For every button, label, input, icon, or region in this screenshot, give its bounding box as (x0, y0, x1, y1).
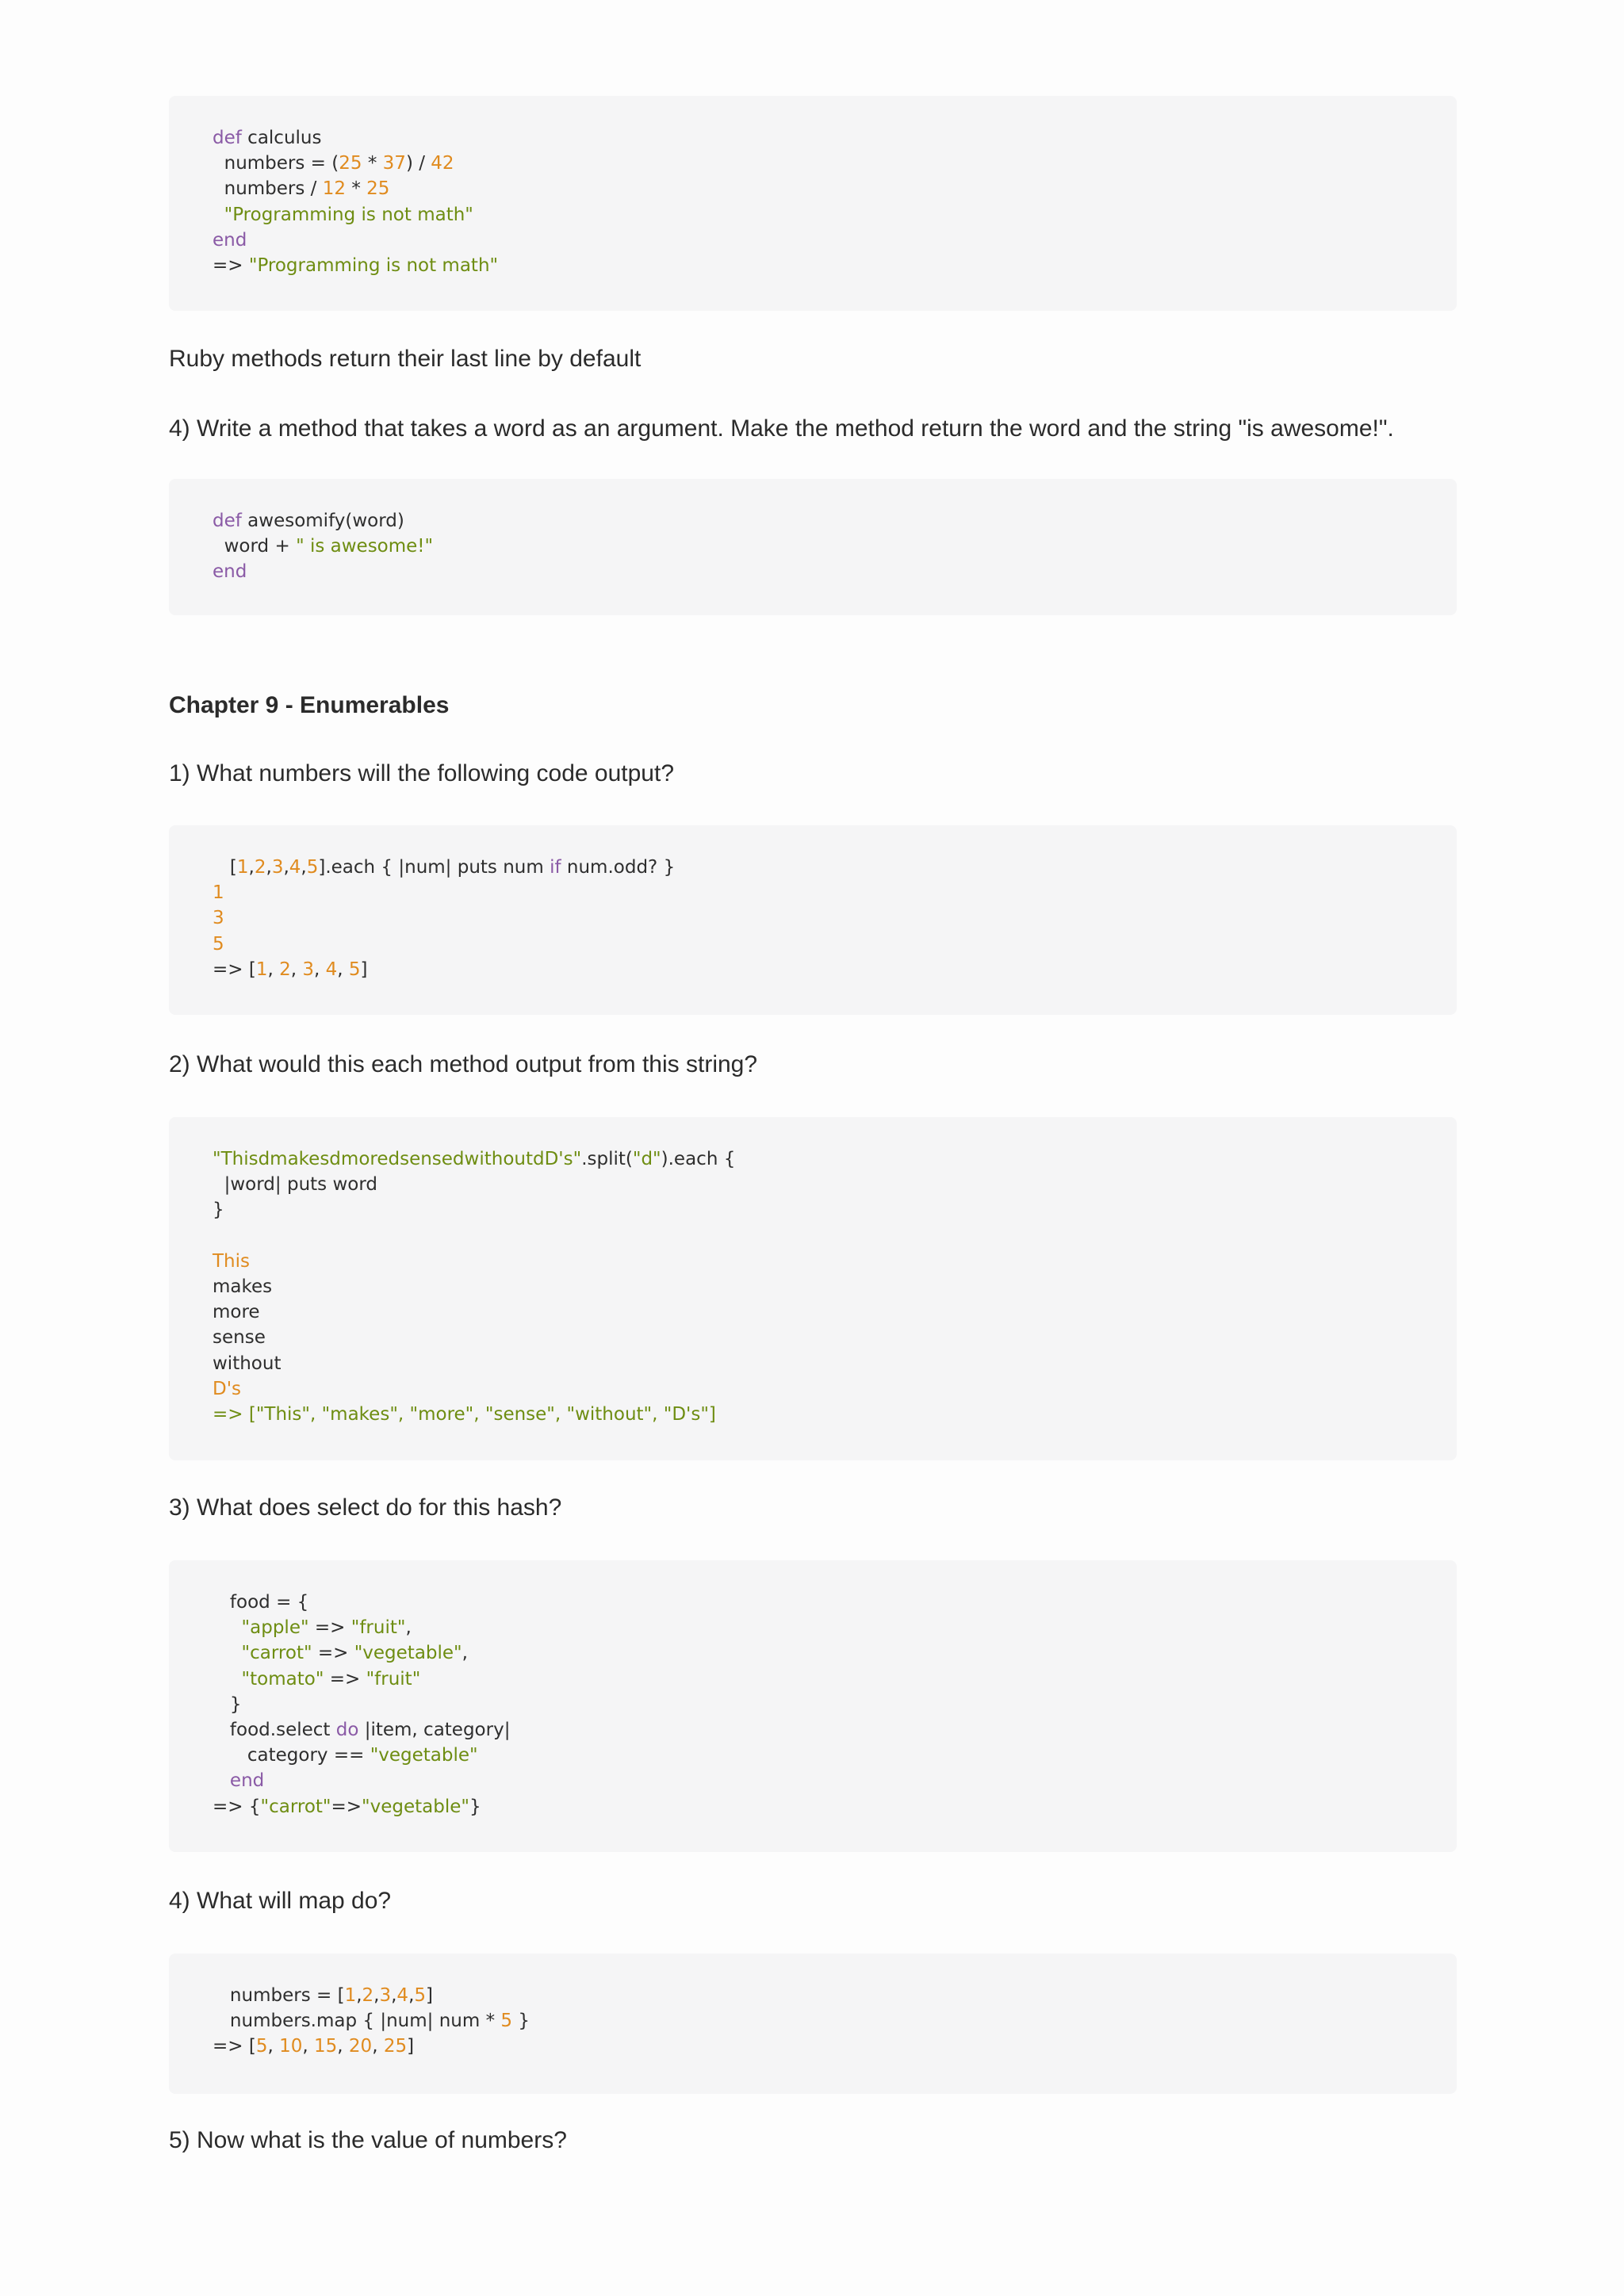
code-text: => { (213, 1796, 261, 1817)
code-string: "Programming is not math" (213, 204, 473, 225)
code-string: "d" (632, 1149, 661, 1169)
code-number: 1 (236, 857, 249, 878)
code-text: => (331, 1796, 362, 1817)
code-text: , (337, 959, 349, 980)
code-text: , (266, 857, 272, 878)
code-string: "tomato" (213, 1668, 324, 1689)
code-string: "carrot" (213, 1643, 312, 1664)
code-number: 4 (289, 857, 301, 878)
code-string: "apple" (213, 1617, 309, 1639)
code-line (213, 1146, 1457, 1172)
code-text: food.select (213, 1719, 336, 1740)
code-line (213, 202, 1457, 228)
code-number: 5 (306, 857, 319, 878)
question-2: 2) What would this each method output from this string? (169, 1051, 758, 1077)
code-number: 5 (414, 1985, 427, 2006)
code-line (213, 1197, 1457, 1223)
code-line (213, 1172, 1457, 1197)
code-text: , (302, 2036, 314, 2057)
code-text: => [ (213, 959, 256, 980)
code-text: , (267, 959, 280, 980)
code-number: 10 (279, 2036, 303, 2057)
code-text: , (301, 857, 307, 878)
code-line (213, 1692, 1457, 1717)
code-line (213, 1325, 1457, 1350)
code-text: } (213, 1693, 242, 1715)
code-text: ) / (405, 153, 431, 174)
code-string: "ThisdmakesdmoredsensedwithoutdD's" (213, 1149, 582, 1169)
code-text: , (248, 857, 255, 878)
code-output-word: sense (213, 1327, 266, 1349)
code-line (213, 1299, 1457, 1325)
code-line (213, 1351, 1457, 1376)
code-text: .split( (581, 1149, 633, 1169)
code-text: => [ (213, 2036, 256, 2057)
code-text: , (373, 1985, 380, 2006)
code-keyword: do (335, 1719, 359, 1740)
code-line (213, 1376, 1457, 1402)
code-line (213, 1768, 1457, 1793)
code-block-awesomify (169, 479, 1457, 615)
code-text: |item, category| (358, 1719, 511, 1740)
code-number: 15 (314, 2036, 338, 2057)
code-string: "vegetable" (362, 1796, 469, 1817)
chapter-heading: Chapter 9 - Enumerables (169, 692, 450, 718)
code-number: 12 (322, 178, 347, 200)
code-output-word: This (213, 1250, 250, 1272)
question-3: 3) What does select do for this hash? (169, 1494, 562, 1521)
code-number: 5 (213, 933, 224, 955)
code-number: 4 (325, 959, 338, 980)
code-line (213, 1983, 1457, 2008)
code-text: , (337, 2036, 349, 2057)
code-line (213, 1667, 1457, 1692)
code-line (213, 1794, 1457, 1820)
code-text: calculus (241, 128, 322, 148)
code-text: } (512, 2011, 530, 2032)
code-line (213, 534, 1457, 559)
code-text: word + (213, 536, 297, 557)
code-number: 1 (213, 882, 224, 904)
code-line (213, 1402, 1457, 1427)
code-text: numbers = [ (213, 1985, 345, 2006)
code-text: , (391, 1985, 397, 2006)
code-number: 20 (348, 2036, 373, 2057)
code-line (213, 905, 1457, 931)
code-string: " is awesome!" (296, 536, 434, 557)
code-text: , (356, 1985, 362, 2006)
code-line-blank (213, 1223, 1457, 1249)
code-text: , (408, 1985, 415, 2006)
code-text: ] (360, 959, 368, 980)
code-text: , (405, 1617, 412, 1639)
code-number: 1 (344, 1985, 357, 2006)
code-keyword: end (213, 229, 247, 251)
code-text: ] (426, 1985, 433, 2006)
code-line (213, 1590, 1457, 1615)
code-string: => ["This", "makes", "more", "sense", "without", "D's"] (213, 1403, 716, 1425)
code-text: category == (213, 1745, 370, 1766)
code-number: 25 (339, 153, 362, 174)
code-text: => (324, 1668, 366, 1689)
code-line (213, 125, 1457, 151)
code-text: num.odd? } (561, 857, 676, 878)
code-line (213, 559, 1457, 584)
code-text: awesomify(word) (241, 511, 404, 531)
code-keyword: if (550, 857, 561, 878)
code-line (213, 1615, 1457, 1640)
code-number: 2 (279, 959, 291, 980)
code-number: 3 (302, 959, 314, 980)
code-line (213, 1743, 1457, 1768)
code-text: ].each { |num| puts num (318, 857, 550, 878)
code-line (213, 151, 1457, 176)
code-string: "carrot" (260, 1796, 331, 1817)
code-text: , (290, 959, 303, 980)
code-text: numbers = ( (213, 153, 339, 174)
code-number: 3 (213, 908, 224, 929)
code-text: , (462, 1643, 468, 1664)
code-keyword: def (213, 128, 242, 148)
code-number: 37 (382, 153, 406, 174)
code-line (213, 508, 1457, 534)
question-4-method: 4) Write a method that takes a word as an argument. Make the method return the word and the string "is awesome!". (169, 415, 1394, 442)
code-text: ] (407, 2036, 415, 2057)
code-line (213, 880, 1457, 905)
code-text: , (372, 2036, 384, 2057)
code-text: => (213, 254, 249, 276)
code-line (213, 1249, 1457, 1274)
code-keyword: def (213, 511, 242, 531)
question-4: 4) What will map do? (169, 1888, 392, 1914)
code-line (213, 2008, 1457, 2034)
code-number: 2 (254, 857, 266, 878)
code-number: 5 (500, 2011, 513, 2032)
code-line (213, 1274, 1457, 1299)
code-line (213, 1717, 1457, 1743)
code-number: 2 (362, 1985, 374, 2006)
code-text: , (267, 2036, 280, 2057)
code-keyword: end (213, 1770, 265, 1792)
code-output-word: makes (213, 1276, 273, 1297)
code-number: 5 (255, 2036, 268, 2057)
code-text: , (283, 857, 289, 878)
code-text: food = { (213, 1592, 309, 1613)
code-text: * (362, 153, 383, 174)
code-output-word: without (213, 1353, 282, 1374)
code-line (213, 176, 1457, 201)
code-text: => (312, 1643, 354, 1664)
code-text: numbers / (213, 178, 323, 200)
code-number: 1 (255, 959, 268, 980)
code-text: , (314, 959, 326, 980)
code-line (213, 957, 1457, 982)
code-block-map (169, 1954, 1457, 2094)
code-text: } (213, 1200, 224, 1221)
code-text: } (469, 1796, 481, 1817)
code-output-word: D's (213, 1378, 242, 1399)
code-string: "fruit" (350, 1617, 406, 1639)
question-5: 5) Now what is the value of numbers? (169, 2127, 567, 2153)
code-string: "vegetable" (370, 1745, 478, 1766)
code-line (213, 228, 1457, 253)
code-text: numbers.map { |num| num * (213, 2011, 501, 2032)
code-text: [ (213, 857, 237, 878)
code-text: ).each { (661, 1149, 736, 1169)
code-text: * (346, 178, 367, 200)
code-output-word: more (213, 1302, 260, 1323)
code-keyword: end (213, 561, 247, 583)
code-number: 3 (379, 1985, 392, 2006)
code-block-select (169, 1560, 1457, 1852)
code-line (213, 932, 1457, 957)
code-block-each (169, 825, 1457, 1015)
code-line (213, 253, 1457, 278)
code-text: => (308, 1617, 351, 1639)
paragraph-ruby-return: Ruby methods return their last line by default (169, 346, 642, 372)
code-line (213, 1640, 1457, 1666)
code-number: 3 (271, 857, 284, 878)
code-string: "Programming is not math" (248, 254, 499, 276)
code-string: "fruit" (366, 1668, 421, 1689)
code-line (213, 855, 1457, 880)
code-number: 4 (396, 1985, 409, 2006)
code-block-split (169, 1117, 1457, 1460)
code-number: 42 (431, 153, 454, 174)
code-text: |word| puts word (213, 1174, 377, 1196)
code-string: "vegetable" (354, 1643, 462, 1664)
code-number: 25 (366, 178, 390, 200)
question-1: 1) What numbers will the following code output? (169, 760, 675, 786)
code-number: 25 (383, 2036, 408, 2057)
code-block-calculus (169, 96, 1457, 311)
code-number: 5 (348, 959, 361, 980)
code-line (213, 2034, 1457, 2059)
